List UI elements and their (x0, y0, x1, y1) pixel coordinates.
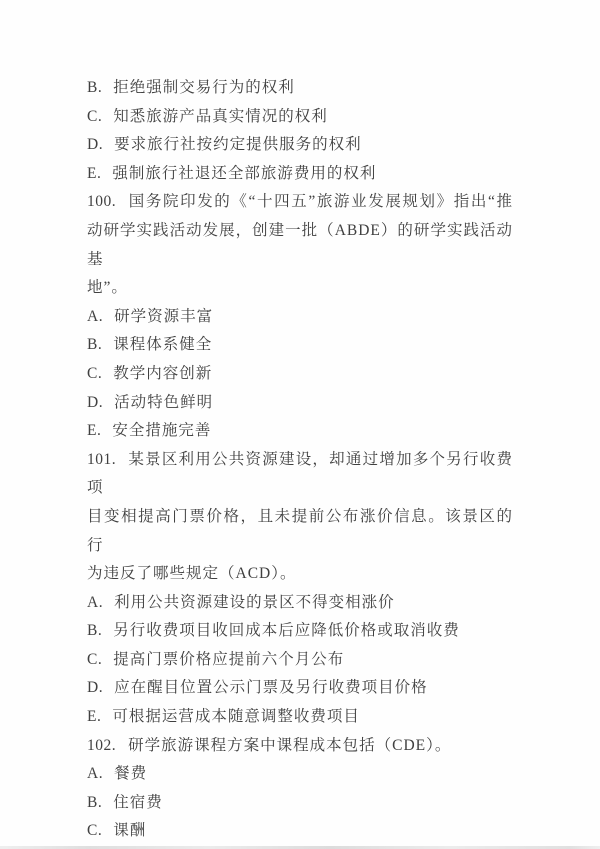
question-number: 101. (87, 450, 117, 468)
option-text: 住宿费 (113, 793, 163, 811)
option-line (87, 674, 513, 703)
option-text: 课程体系健全 (113, 336, 213, 354)
option-text: 研学资源丰富 (114, 307, 214, 325)
question-stem-text: 国务院印发的《“十四五”旅游业发展规划》指出“推 (128, 193, 513, 211)
question-stem-text: 目变相提高门票价格，且未提前公布涨价信息。该景区的行 (87, 507, 513, 554)
option-label: E. (87, 164, 102, 182)
option-line (87, 617, 513, 646)
option-text: 应在醒目位置公示门票及另行收费项目价格 (114, 679, 428, 697)
option-text: 另行收费项目收回成本后应降低价格或取消收费 (113, 622, 460, 640)
option-line (87, 360, 513, 389)
option-label: C. (87, 107, 103, 125)
question-stem-line (87, 446, 513, 503)
option-label: C. (87, 650, 103, 668)
option-text: 强制旅行社退还全部旅游费用的权利 (112, 164, 377, 182)
option-text: 拒绝强制交易行为的权利 (113, 79, 295, 96)
option-label: A. (87, 593, 104, 611)
question-stem-text: 研学旅游课程方案中课程成本包括（CDE）。 (128, 736, 452, 754)
option-line (87, 417, 513, 446)
option-line (87, 703, 513, 732)
option-line (87, 160, 513, 189)
option-text: 知悉旅游产品真实情况的权利 (113, 107, 328, 125)
option-label: D. (87, 679, 104, 697)
option-label: E. (87, 708, 102, 726)
option-line (87, 589, 513, 618)
question-stem-text: 地”。 (87, 279, 128, 297)
option-line (87, 131, 513, 160)
option-line (87, 817, 513, 846)
option-line (87, 789, 513, 818)
option-label: E. (87, 422, 102, 440)
option-line (87, 331, 513, 360)
option-label: A. (87, 307, 104, 325)
question-stem-line (87, 560, 513, 589)
option-label: D. (87, 393, 104, 411)
question-stem-line (87, 732, 513, 761)
option-label: A. (87, 765, 104, 783)
option-label: D. (87, 136, 104, 154)
option-line (87, 389, 513, 418)
option-label: C. (87, 822, 103, 840)
question-stem-text: 某景区利用公共资源建设，却通过增加多个另行收费项 (87, 450, 513, 497)
option-text: 提高门票价格应提前六个月公布 (113, 650, 345, 668)
option-line (87, 103, 513, 132)
option-text: 安全措施完善 (112, 422, 212, 440)
question-stem-line (87, 217, 513, 274)
exam-questions (87, 74, 513, 846)
question-stem-text: 为违反了哪些规定（ACD）。 (87, 565, 297, 583)
question-stem-line (87, 188, 513, 217)
option-line (87, 303, 513, 332)
question-number: 102. (87, 736, 117, 754)
option-label: C. (87, 364, 103, 382)
option-text: 餐费 (114, 765, 148, 783)
question-stem-text: 动研学实践活动发展，创建一批（ABDE）的研学实践活动基 (87, 221, 513, 268)
option-line (87, 74, 513, 103)
option-line (87, 760, 513, 789)
question-stem-line (87, 274, 513, 303)
option-text: 教学内容创新 (113, 364, 213, 382)
option-text: 利用公共资源建设的景区不得变相涨价 (114, 593, 395, 611)
option-text: 课酬 (113, 822, 147, 840)
option-line (87, 646, 513, 675)
option-text: 要求旅行社按约定提供服务的权利 (114, 136, 362, 154)
question-number: 100. (87, 193, 117, 211)
question-stem-line (87, 503, 513, 560)
option-text: 活动特色鲜明 (114, 393, 214, 411)
option-label: B. (87, 793, 103, 811)
option-label: B. (87, 622, 103, 640)
option-label: B. (87, 79, 103, 96)
option-label: B. (87, 336, 103, 354)
option-text: 可根据运营成本随意调整收费项目 (112, 708, 360, 726)
